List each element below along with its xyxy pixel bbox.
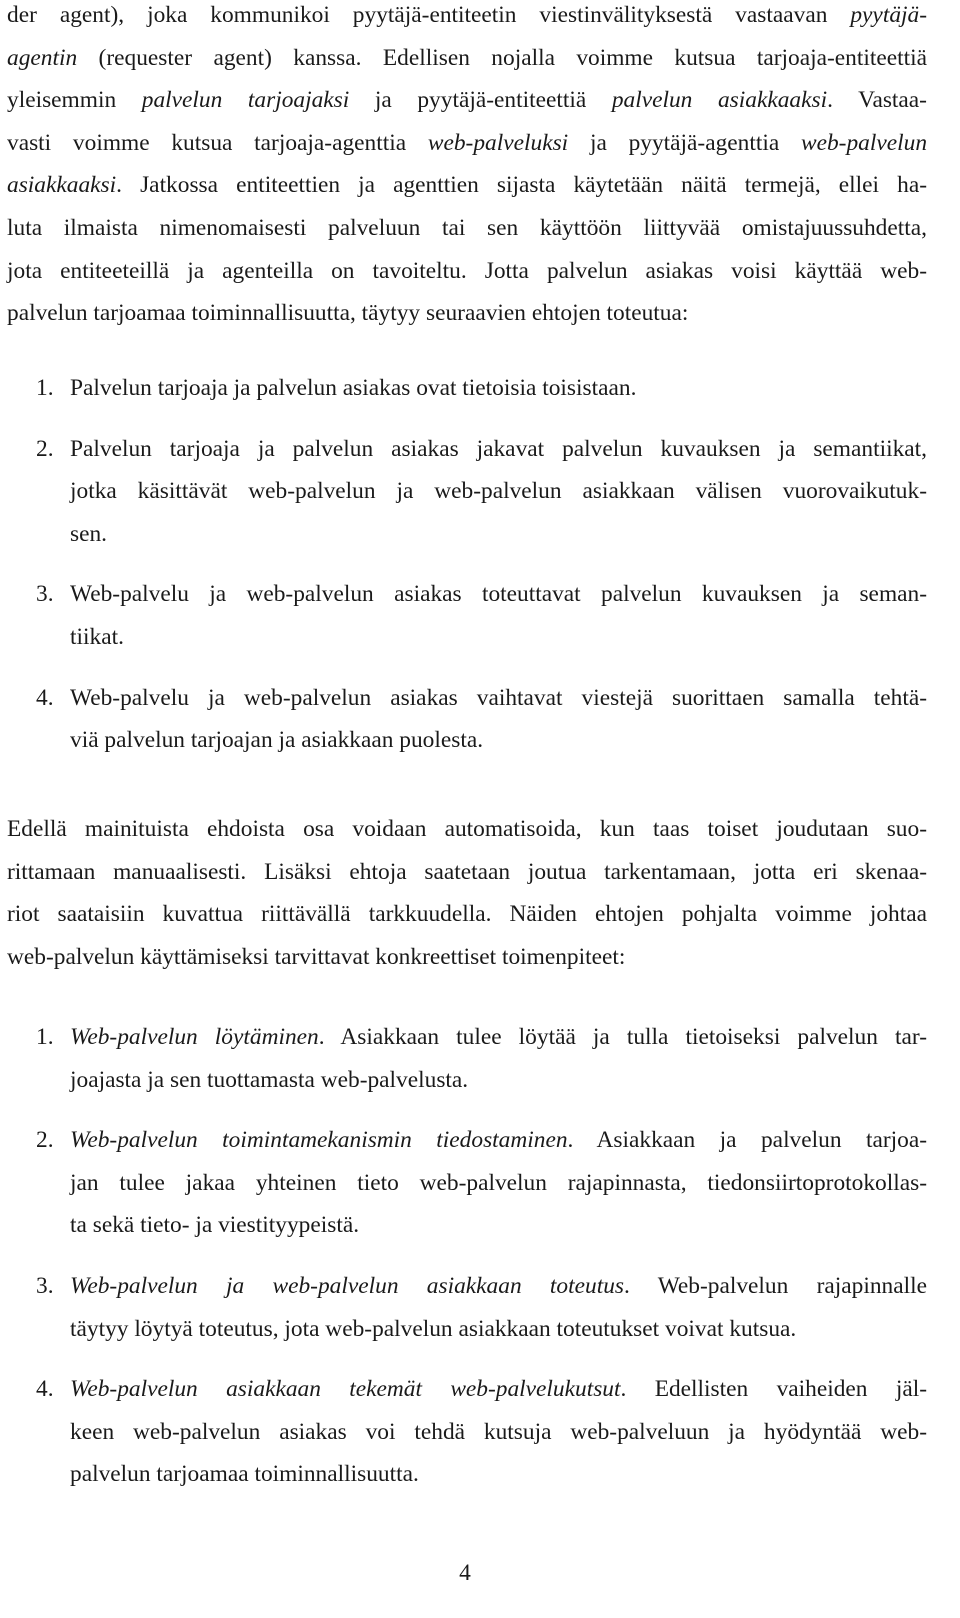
text-run: viä palvelun tarjoajan ja asiakkaan puolesta.	[70, 727, 484, 754]
text-run: . Edellisten vaiheiden jäl-	[620, 1376, 927, 1403]
italic-term: Web-palvelun toimintamekanismin tiedostaminen	[70, 1127, 568, 1154]
text-line	[70, 1016, 927, 1059]
text-run: jota entiteeteillä ja agenteilla on tavoiteltu. Jotta palvelun asiakas voisi käyttää web-	[7, 257, 927, 284]
italic-term: web-palvelun	[801, 129, 928, 156]
text-run: Palvelun tarjoaja ja palvelun asiakas ovat tietoisia toisistaan.	[70, 375, 637, 401]
list-item-number: 2.	[36, 435, 54, 462]
text-line	[70, 513, 927, 556]
text-run: der agent), joka kommunikoi pyytäjä-entiteetin viestinvälityksestä vastaavan	[7, 2, 851, 28]
italic-term: Web-palvelun asiakkaan tekemät web-palvelukutsut	[70, 1376, 621, 1403]
list-item	[7, 677, 927, 762]
text-line	[7, 37, 927, 80]
italic-term: asiakkaaksi	[7, 172, 117, 199]
list-item-text	[70, 428, 927, 556]
list-item-number: 3.	[36, 1272, 54, 1299]
italic-term: web-palveluksi	[427, 129, 569, 156]
text-run: sen.	[70, 520, 108, 547]
text-run: jan tulee jakaa yhteinen tieto web-palvelun rajapinnasta, tiedonsiirtoprotokollas-	[70, 1169, 927, 1196]
text-run: Web-palvelu ja web-palvelun asiakas toteuttavat palvelun kuvauksen ja seman-	[70, 581, 927, 608]
list-item-text	[70, 1016, 927, 1101]
list-item-number: 4.	[36, 684, 54, 711]
list-item	[7, 428, 927, 556]
list-item	[7, 573, 927, 658]
steps-list	[7, 1016, 927, 1496]
list-item-number: 1.	[36, 375, 54, 401]
list-item	[7, 1368, 927, 1496]
text-line	[7, 292, 927, 335]
list-item	[7, 1119, 927, 1247]
text-line	[70, 1453, 927, 1496]
list-item-number: 1.	[36, 1024, 54, 1050]
text-run: keen web-palvelun asiakas voi tehdä kutsuja web-palveluun ja hyödyntää web-	[70, 1418, 927, 1445]
italic-term: Web-palvelun ja web-palvelun asiakkaan toteutus	[70, 1272, 624, 1299]
list-item-text	[70, 1368, 927, 1496]
italic-term: palvelun tarjoajaksi	[141, 87, 350, 114]
list-item-text	[70, 1119, 927, 1247]
list-item	[7, 367, 927, 410]
text-line	[70, 428, 927, 471]
text-line	[70, 1265, 927, 1308]
text-run: täytyy löytyä toteutus, jota web-palvelun asiakkaan toteutukset voivat kutsua.	[70, 1315, 797, 1342]
text-line	[70, 470, 927, 513]
text-line	[7, 79, 927, 122]
page-number: 4	[459, 1560, 471, 1586]
text-run: . Vastaa-	[827, 87, 927, 114]
text-run: . Asiakkaan ja palvelun tarjoa-	[567, 1127, 927, 1154]
italic-term: agentin	[7, 44, 78, 71]
list-item-text	[70, 677, 927, 762]
text-line	[70, 1368, 927, 1411]
text-line	[70, 1119, 927, 1162]
text-run: luta ilmaista nimenomaisesti palveluun tai sen käyttöön liittyvää omistajuussuhdetta,	[7, 214, 927, 241]
conditions-list	[7, 367, 927, 762]
text-run: rittamaan manuaalisesti. Lisäksi ehtoja saatetaan joutua tarkentamaan, jotta eri skenaa-	[7, 858, 927, 885]
text-line	[70, 573, 927, 616]
list-item-text	[70, 367, 927, 410]
list-item-text	[70, 1265, 927, 1350]
text-line	[70, 1308, 927, 1351]
text-run: . Asiakkaan tulee löytää ja tulla tietoiseksi palvelun tar-	[318, 1024, 927, 1050]
paragraph-steps-intro	[7, 808, 927, 978]
text-line	[7, 808, 927, 851]
text-run: ta sekä tieto- ja viestityypeistä.	[70, 1212, 360, 1239]
list-item-number: 4.	[36, 1376, 54, 1403]
text-line	[70, 719, 927, 762]
text-run: tiikat.	[70, 623, 124, 650]
text-run: ja pyytäjä-agenttia	[568, 129, 801, 156]
list-item-number: 3.	[36, 581, 54, 608]
text-run: vasti voimme kutsua tarjoaja-agenttia	[7, 129, 428, 156]
text-run: palvelun tarjoamaa toiminnallisuutta.	[70, 1461, 419, 1488]
text-run: riot saataisiin kuvattua riittävällä tarkkuudella. Näiden ehtojen pohjalta voimme johtaa	[7, 901, 927, 928]
text-line	[7, 936, 927, 979]
text-line	[7, 250, 927, 293]
text-line	[7, 851, 927, 894]
text-line	[7, 0, 927, 37]
text-run: yleisemmin	[7, 87, 142, 114]
text-run: ja pyytäjä-entiteettiä	[349, 87, 612, 114]
text-run: Web-palvelu ja web-palvelun asiakas vaihtavat viestejä suorittaen samalla tehtä-	[70, 684, 927, 711]
text-line	[7, 164, 927, 207]
list-item	[7, 1016, 927, 1101]
text-line	[7, 207, 927, 250]
text-line	[70, 367, 927, 410]
text-run: Edellä mainituista ehdoista osa voidaan automatisoida, kun taas toiset joudutaan suo-	[7, 816, 927, 842]
text-run: . Jatkossa entiteettien ja agenttien sijasta käytetään näitä termejä, ellei ha-	[116, 172, 927, 199]
list-item-text	[70, 573, 927, 658]
text-line	[7, 893, 927, 936]
paragraph-agents	[7, 0, 927, 335]
text-run: . Web-palvelun rajapinnalle	[624, 1272, 927, 1299]
text-run: jotka käsittävät web-palvelun ja web-palvelun asiakkaan välisen vuorovaikutuk-	[70, 478, 927, 505]
italic-term: palvelun asiakkaaksi	[611, 87, 828, 114]
text-run: joajasta ja sen tuottamasta web-palvelusta.	[70, 1066, 469, 1093]
italic-term: pyytäjä-	[850, 2, 927, 28]
text-line	[70, 1411, 927, 1454]
text-line	[70, 1204, 927, 1247]
text-run: (requester agent) kanssa. Edellisen nojalla voimme kutsua tarjoaja-entiteettiä	[77, 44, 927, 71]
text-line	[70, 1162, 927, 1205]
text-line	[70, 1059, 927, 1102]
text-run: web-palvelun käyttämiseksi tarvittavat konkreettiset toimenpiteet:	[7, 943, 626, 970]
list-item	[7, 1265, 927, 1350]
list-item-number: 2.	[36, 1127, 54, 1154]
text-line	[70, 616, 927, 659]
italic-term: Web-palvelun löytäminen	[70, 1024, 319, 1050]
text-run: Palvelun tarjoaja ja palvelun asiakas jakavat palvelun kuvauksen ja semantiikat,	[70, 435, 927, 462]
text-run: palvelun tarjoamaa toiminnallisuutta, täytyy seuraavien ehtojen toteutua:	[7, 300, 689, 327]
text-line	[70, 677, 927, 720]
text-line	[7, 122, 927, 165]
